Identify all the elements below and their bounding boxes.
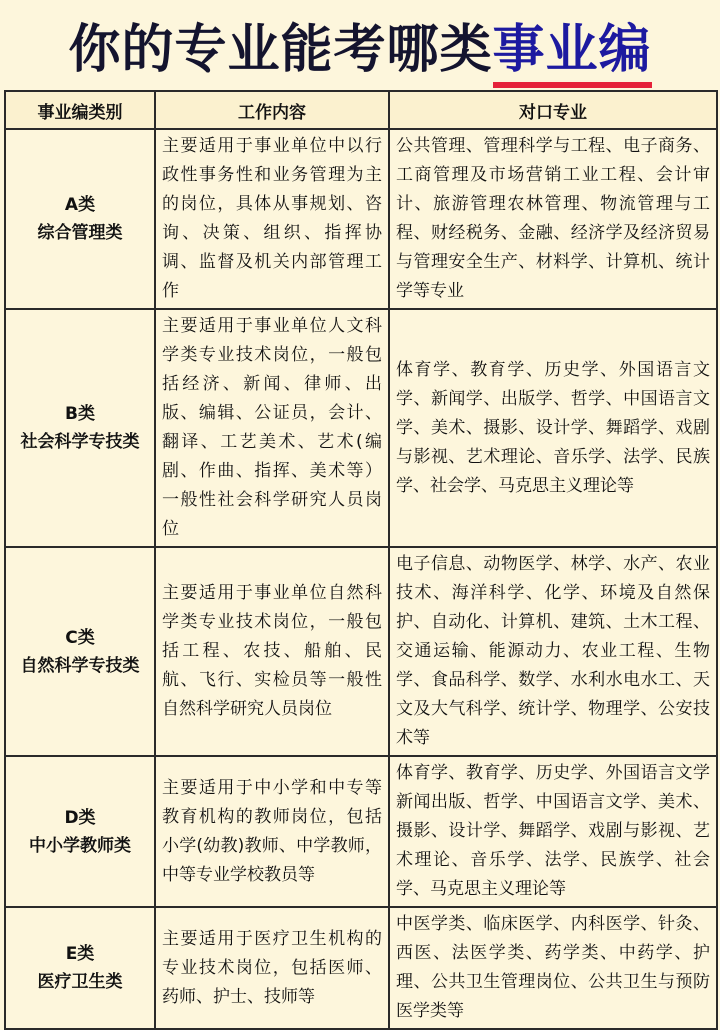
- header-content: 工作内容: [155, 91, 389, 129]
- category-name: 社会科学专技类: [20, 432, 140, 452]
- category-name: 中小学教师类: [29, 835, 131, 856]
- content-cell: 主要适用于中小学和中专等教育机构的教师岗位，包括小学(幼教)教师、中学教师，中等专业学校教员等: [155, 756, 389, 907]
- majors-cell: 体育学、教育学、历史学、外国语言文学、新闻学、出版学、哲学、中国语言文学、美术、摄影、设计学、舞蹈学、戏剧与影视、艺术理论、音乐学、法学、民族学、社会学、马克思主义理论等: [389, 309, 717, 547]
- category-code: A类: [64, 195, 96, 215]
- category-name: 自然科学专技类: [20, 655, 140, 676]
- majors-cell: 中医学类、临床医学、内科医学、针灸、西医、法医学类、药学类、中药学、护理、公共卫生管理岗位、公共卫生与预防医学类等: [389, 907, 717, 1029]
- category-cell: [5, 309, 155, 547]
- majors-cell: 公共管理、管理科学与工程、电子商务、工商管理及市场营销工业工程、会计审计、旅游管理农林管理、物流管理与工程、财经税务、金融、经济学及经济贸易与管理安全生产、材料学、计算机、统计学等专业: [389, 129, 717, 309]
- header-majors: 对口专业: [389, 91, 717, 129]
- majors-cell: 体育学、教育学、历史学、外国语言文学新闻出版、哲学、中国语言文学、美术、摄影、设计学、舞蹈学、戏剧与影视、艺术理论、音乐学、法学、民族学、社会学、马克思主义理论等: [389, 756, 717, 907]
- category-code: C类: [65, 627, 95, 648]
- category-cell: [5, 756, 155, 907]
- category-code: E类: [65, 944, 95, 964]
- category-name: 综合管理类: [37, 223, 123, 243]
- content-cell: 主要适用于事业单位自然科学类专业技术岗位，一般包括工程、农技、船舶、民航、飞行、实检员等一般性自然科学研究人员岗位: [155, 547, 389, 756]
- table-row: [5, 907, 717, 1029]
- title-highlight: 事业编: [493, 7, 652, 82]
- category-code: B类: [65, 404, 95, 424]
- content-cell: 主要适用于事业单位人文科学类专业技术岗位，一般包括经济、新闻、律师、出版、编辑、公证员，会计、翻译、工艺美术、艺术(编剧、作曲、指挥、美术等）一般性社会科学研究人员岗位: [155, 309, 389, 547]
- content-cell: 主要适用于事业单位中以行政性事务性和业务管理为主的岗位，具体从事规划、咨询、决策、组织、指挥协调、监督及机关内部管理工作: [155, 129, 389, 309]
- category-cell: [5, 129, 155, 309]
- table-row: [5, 547, 717, 756]
- title-main: 你的专业能考哪类: [68, 19, 493, 80]
- majors-cell: 电子信息、动物医学、林学、水产、农业技术、海洋科学、化学、环境及自然保护、自动化、计算机、建筑、土木工程、交通运输、能源动力、农业工程、生物学、食品科学、数学、水利水电水工、天文及大气科学、统计学、物理学、公安技术等: [389, 547, 717, 756]
- table-row: [5, 129, 717, 309]
- table-row: [5, 756, 717, 907]
- category-code: D类: [64, 807, 96, 828]
- category-table: [4, 90, 718, 1030]
- page-title: [0, 0, 720, 88]
- table-header-row: [5, 91, 717, 129]
- category-cell: [5, 907, 155, 1029]
- category-cell: [5, 547, 155, 756]
- content-cell: 主要适用于医疗卫生机构的专业技术岗位，包括医师、药师、护士、技师等: [155, 907, 389, 1029]
- table-row: [5, 309, 717, 547]
- header-category: 事业编类别: [5, 91, 155, 129]
- category-name: 医疗卫生类: [37, 972, 123, 992]
